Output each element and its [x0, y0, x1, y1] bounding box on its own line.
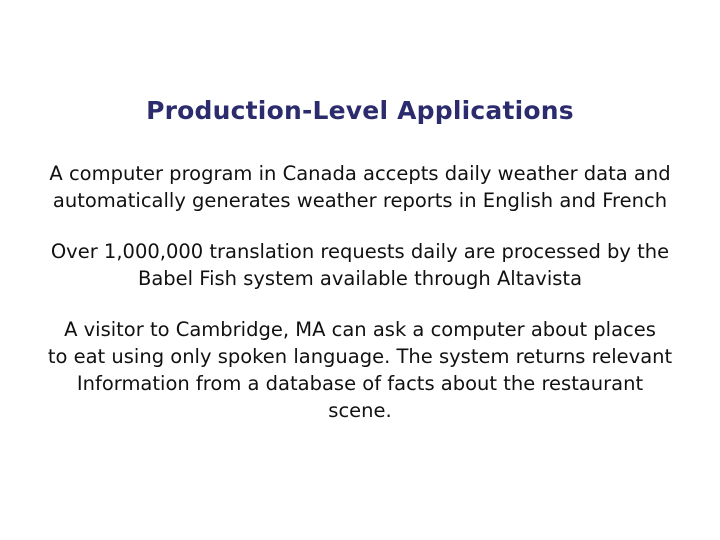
slide-title: Production-Level Applications: [146, 96, 574, 125]
paragraph-line: automatically generates weather reports in English and French: [52, 189, 668, 212]
paragraph-line: to eat using only spoken language. The system returns relevant: [47, 345, 673, 368]
paragraph-line: scene.: [328, 399, 392, 422]
paragraph-line: A computer program in Canada accepts daily weather data and: [49, 162, 671, 185]
paragraph-line: Babel Fish system available through Altavista: [137, 267, 583, 290]
paragraph-line: A visitor to Cambridge, MA can ask a computer about places: [64, 318, 656, 341]
paragraph-cambridge-visitor: [20, 316, 700, 424]
paragraph-weather-reports: [20, 160, 700, 214]
paragraph-line: Information from a database of facts about the restaurant: [76, 372, 644, 395]
paragraph-babel-fish: [20, 238, 700, 292]
paragraph-line: Over 1,000,000 translation requests daily are processed by the: [50, 240, 670, 263]
